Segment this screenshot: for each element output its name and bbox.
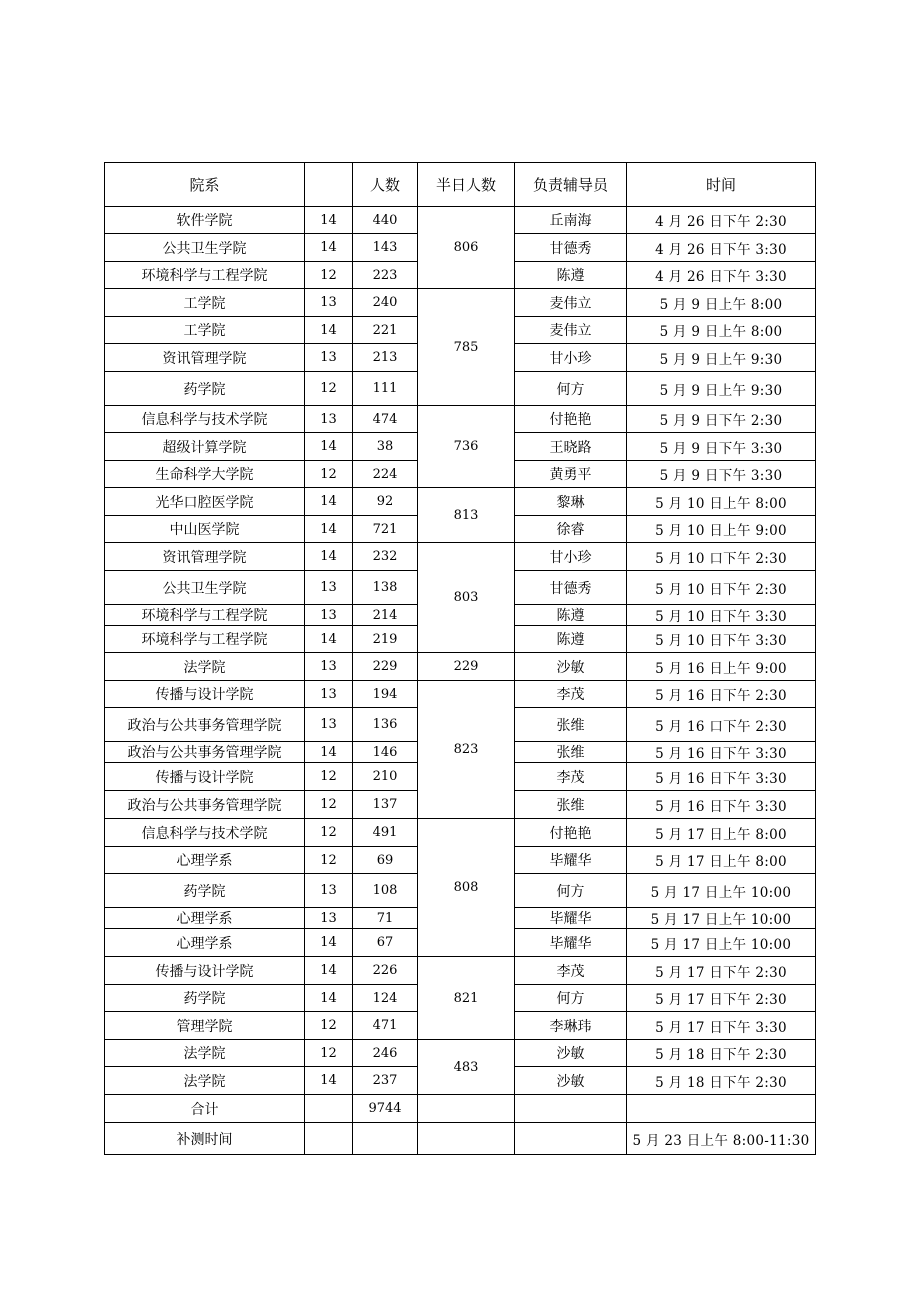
- dept-cell: 信息科学与技术学院: [105, 406, 305, 433]
- table-row: [105, 819, 816, 847]
- count-cell: 69: [353, 847, 418, 874]
- dept-cell: 传播与设计学院: [105, 957, 305, 985]
- total-row: [105, 1095, 816, 1123]
- counselor-cell: 付艳艳: [515, 819, 627, 847]
- table-row: [105, 207, 816, 234]
- count-cell: 232: [353, 543, 418, 571]
- grade-cell: 12: [305, 262, 353, 289]
- count-cell: 38: [353, 433, 418, 461]
- dept-cell: 政治与公共事务管理学院: [105, 742, 305, 763]
- time-cell: 5 月 9 日下午 2:30: [627, 406, 816, 433]
- table-row: [105, 653, 816, 681]
- time-cell: 5 月 9 日下午 3:30: [627, 433, 816, 461]
- time-cell: 4 月 26 日下午 2:30: [627, 207, 816, 234]
- grade-cell: 13: [305, 605, 353, 626]
- count-cell: 246: [353, 1040, 418, 1067]
- grade-cell: 13: [305, 874, 353, 908]
- counselor-cell: 李茂: [515, 957, 627, 985]
- grade-cell: 14: [305, 742, 353, 763]
- grade-cell: 14: [305, 234, 353, 262]
- counselor-cell: 何方: [515, 985, 627, 1012]
- counselor-cell: 李茂: [515, 681, 627, 708]
- count-cell: 92: [353, 488, 418, 516]
- table-row: [105, 681, 816, 708]
- dept-cell: 心理学系: [105, 929, 305, 957]
- makeup-grade-cell: [305, 1123, 353, 1155]
- counselor-cell: 付艳艳: [515, 406, 627, 433]
- grade-cell: 13: [305, 289, 353, 317]
- dept-cell: 超级计算学院: [105, 433, 305, 461]
- grade-cell: 14: [305, 957, 353, 985]
- grade-cell: 12: [305, 372, 353, 406]
- time-cell: 5 月 17 日上午 8:00: [627, 819, 816, 847]
- counselor-cell: 陈遵: [515, 262, 627, 289]
- grade-cell: 14: [305, 1067, 353, 1095]
- dept-cell: 环境科学与工程学院: [105, 262, 305, 289]
- counselor-cell: 甘德秀: [515, 571, 627, 605]
- counselor-cell: 毕耀华: [515, 908, 627, 929]
- dept-cell: 药学院: [105, 372, 305, 406]
- count-cell: 440: [353, 207, 418, 234]
- dept-cell: 法学院: [105, 1040, 305, 1067]
- total-label: 合计: [105, 1095, 305, 1123]
- counselor-cell: 甘德秀: [515, 234, 627, 262]
- time-cell: 5 月 18 日下午 2:30: [627, 1040, 816, 1067]
- counselor-cell: 沙敏: [515, 653, 627, 681]
- grade-cell: 12: [305, 461, 353, 488]
- grade-cell: 14: [305, 929, 353, 957]
- half-day-cell: 803: [418, 543, 515, 653]
- dept-cell: 环境科学与工程学院: [105, 605, 305, 626]
- dept-cell: 光华口腔医学院: [105, 488, 305, 516]
- count-cell: 67: [353, 929, 418, 957]
- time-cell: 5 月 16 日下午 3:30: [627, 791, 816, 819]
- time-cell: 5 月 16 日下午 3:30: [627, 763, 816, 791]
- counselor-cell: 毕耀华: [515, 847, 627, 874]
- grade-cell: 14: [305, 543, 353, 571]
- grade-cell: 14: [305, 626, 353, 653]
- grade-cell: 13: [305, 908, 353, 929]
- time-cell: 5 月 16 口下午 2:30: [627, 708, 816, 742]
- half-day-cell: 813: [418, 488, 515, 543]
- time-cell: 5 月 17 日上午 10:00: [627, 929, 816, 957]
- table-body: [105, 207, 816, 1095]
- counselor-cell: 张维: [515, 791, 627, 819]
- dept-cell: 药学院: [105, 874, 305, 908]
- half-day-cell: 229: [418, 653, 515, 681]
- header-counselor: 负责辅导员: [515, 163, 627, 207]
- table-row: [105, 543, 816, 571]
- time-cell: 5 月 16 日下午 2:30: [627, 681, 816, 708]
- grade-cell: 12: [305, 847, 353, 874]
- dept-cell: 法学院: [105, 1067, 305, 1095]
- dept-cell: 信息科学与技术学院: [105, 819, 305, 847]
- dept-cell: 工学院: [105, 317, 305, 344]
- count-cell: 71: [353, 908, 418, 929]
- half-day-cell: 808: [418, 819, 515, 957]
- table-row: [105, 1040, 816, 1067]
- header-half-day: 半日人数: [418, 163, 515, 207]
- dept-cell: 心理学系: [105, 847, 305, 874]
- grade-cell: 12: [305, 763, 353, 791]
- count-cell: 221: [353, 317, 418, 344]
- grade-cell: 13: [305, 571, 353, 605]
- dept-cell: 工学院: [105, 289, 305, 317]
- time-cell: 5 月 16 日下午 3:30: [627, 742, 816, 763]
- counselor-cell: 张维: [515, 742, 627, 763]
- count-cell: 213: [353, 344, 418, 372]
- half-day-cell: 736: [418, 406, 515, 488]
- grade-cell: 12: [305, 1012, 353, 1040]
- half-day-cell: 821: [418, 957, 515, 1040]
- dept-cell: 传播与设计学院: [105, 763, 305, 791]
- makeup-time: 5 月 23 日上午 8:00-11:30: [627, 1123, 816, 1155]
- dept-cell: 环境科学与工程学院: [105, 626, 305, 653]
- counselor-cell: 黎琳: [515, 488, 627, 516]
- count-cell: 229: [353, 653, 418, 681]
- table-row: [105, 957, 816, 985]
- grade-cell: 14: [305, 433, 353, 461]
- count-cell: 194: [353, 681, 418, 708]
- grade-cell: 14: [305, 207, 353, 234]
- total-half-day-cell: [418, 1095, 515, 1123]
- makeup-label: 补测时间: [105, 1123, 305, 1155]
- time-cell: 5 月 17 日下午 2:30: [627, 957, 816, 985]
- makeup-half-day-cell: [418, 1123, 515, 1155]
- time-cell: 5 月 9 日上午 9:30: [627, 372, 816, 406]
- count-cell: 240: [353, 289, 418, 317]
- counselor-cell: 李琳玮: [515, 1012, 627, 1040]
- grade-cell: 12: [305, 791, 353, 819]
- grade-cell: 13: [305, 681, 353, 708]
- total-time-cell: [627, 1095, 816, 1123]
- half-day-cell: 823: [418, 681, 515, 819]
- counselor-cell: 张维: [515, 708, 627, 742]
- grade-cell: 12: [305, 1040, 353, 1067]
- count-cell: 111: [353, 372, 418, 406]
- count-cell: 214: [353, 605, 418, 626]
- count-cell: 146: [353, 742, 418, 763]
- counselor-cell: 陈遵: [515, 605, 627, 626]
- counselor-cell: 沙敏: [515, 1040, 627, 1067]
- time-cell: 5 月 9 日上午 8:00: [627, 317, 816, 344]
- count-cell: 108: [353, 874, 418, 908]
- grade-cell: 14: [305, 488, 353, 516]
- total-counselor-cell: [515, 1095, 627, 1123]
- time-cell: 5 月 9 日下午 3:30: [627, 461, 816, 488]
- time-cell: 5 月 17 日上午 10:00: [627, 908, 816, 929]
- time-cell: 5 月 10 日下午 3:30: [627, 605, 816, 626]
- time-cell: 5 月 17 日下午 2:30: [627, 985, 816, 1012]
- header-grade: [305, 163, 353, 207]
- makeup-count-cell: [353, 1123, 418, 1155]
- table-row: [105, 406, 816, 433]
- time-cell: 5 月 17 日下午 3:30: [627, 1012, 816, 1040]
- dept-cell: 法学院: [105, 653, 305, 681]
- counselor-cell: 丘南海: [515, 207, 627, 234]
- header-row: [105, 163, 816, 207]
- grade-cell: 14: [305, 516, 353, 543]
- dept-cell: 公共卫生学院: [105, 571, 305, 605]
- dept-cell: 公共卫生学院: [105, 234, 305, 262]
- grade-cell: 12: [305, 819, 353, 847]
- count-cell: 474: [353, 406, 418, 433]
- count-cell: 471: [353, 1012, 418, 1040]
- dept-cell: 管理学院: [105, 1012, 305, 1040]
- time-cell: 5 月 17 日上午 10:00: [627, 874, 816, 908]
- dept-cell: 生命科学大学院: [105, 461, 305, 488]
- count-cell: 721: [353, 516, 418, 543]
- dept-cell: 心理学系: [105, 908, 305, 929]
- time-cell: 5 月 9 日上午 9:30: [627, 344, 816, 372]
- time-cell: 4 月 26 日下午 3:30: [627, 262, 816, 289]
- counselor-cell: 陈遵: [515, 626, 627, 653]
- time-cell: 5 月 10 日上午 8:00: [627, 488, 816, 516]
- total-grade-cell: [305, 1095, 353, 1123]
- count-cell: 226: [353, 957, 418, 985]
- counselor-cell: 黄勇平: [515, 461, 627, 488]
- count-cell: 210: [353, 763, 418, 791]
- counselor-cell: 沙敏: [515, 1067, 627, 1095]
- makeup-counselor-cell: [515, 1123, 627, 1155]
- dept-cell: 政治与公共事务管理学院: [105, 791, 305, 819]
- grade-cell: 14: [305, 985, 353, 1012]
- count-cell: 224: [353, 461, 418, 488]
- count-cell: 124: [353, 985, 418, 1012]
- time-cell: 5 月 10 日下午 3:30: [627, 626, 816, 653]
- dept-cell: 传播与设计学院: [105, 681, 305, 708]
- dept-cell: 资讯管理学院: [105, 344, 305, 372]
- counselor-cell: 麦伟立: [515, 317, 627, 344]
- header-time: 时间: [627, 163, 816, 207]
- count-cell: 237: [353, 1067, 418, 1095]
- half-day-cell: 785: [418, 289, 515, 406]
- time-cell: 5 月 10 日下午 2:30: [627, 571, 816, 605]
- counselor-cell: 甘小珍: [515, 344, 627, 372]
- time-cell: 5 月 10 口下午 2:30: [627, 543, 816, 571]
- time-cell: 5 月 9 日上午 8:00: [627, 289, 816, 317]
- time-cell: 4 月 26 日下午 3:30: [627, 234, 816, 262]
- counselor-cell: 何方: [515, 874, 627, 908]
- half-day-cell: 483: [418, 1040, 515, 1095]
- count-cell: 219: [353, 626, 418, 653]
- schedule-table: [104, 162, 816, 1155]
- grade-cell: 13: [305, 653, 353, 681]
- count-cell: 137: [353, 791, 418, 819]
- dept-cell: 软件学院: [105, 207, 305, 234]
- count-cell: 143: [353, 234, 418, 262]
- count-cell: 136: [353, 708, 418, 742]
- counselor-cell: 甘小珍: [515, 543, 627, 571]
- time-cell: 5 月 18 日下午 2:30: [627, 1067, 816, 1095]
- header-dept: 院系: [105, 163, 305, 207]
- dept-cell: 中山医学院: [105, 516, 305, 543]
- header-count: 人数: [353, 163, 418, 207]
- time-cell: 5 月 16 日上午 9:00: [627, 653, 816, 681]
- dept-cell: 药学院: [105, 985, 305, 1012]
- grade-cell: 13: [305, 344, 353, 372]
- count-cell: 223: [353, 262, 418, 289]
- counselor-cell: 毕耀华: [515, 929, 627, 957]
- table-row: [105, 289, 816, 317]
- dept-cell: 政治与公共事务管理学院: [105, 708, 305, 742]
- counselor-cell: 王晓路: [515, 433, 627, 461]
- makeup-row: [105, 1123, 816, 1155]
- total-count: 9744: [353, 1095, 418, 1123]
- counselor-cell: 徐睿: [515, 516, 627, 543]
- count-cell: 138: [353, 571, 418, 605]
- grade-cell: 14: [305, 317, 353, 344]
- table-row: [105, 488, 816, 516]
- grade-cell: 13: [305, 406, 353, 433]
- half-day-cell: 806: [418, 207, 515, 289]
- time-cell: 5 月 17 日上午 8:00: [627, 847, 816, 874]
- time-cell: 5 月 10 日上午 9:00: [627, 516, 816, 543]
- count-cell: 491: [353, 819, 418, 847]
- counselor-cell: 李茂: [515, 763, 627, 791]
- grade-cell: 13: [305, 708, 353, 742]
- dept-cell: 资讯管理学院: [105, 543, 305, 571]
- counselor-cell: 麦伟立: [515, 289, 627, 317]
- counselor-cell: 何方: [515, 372, 627, 406]
